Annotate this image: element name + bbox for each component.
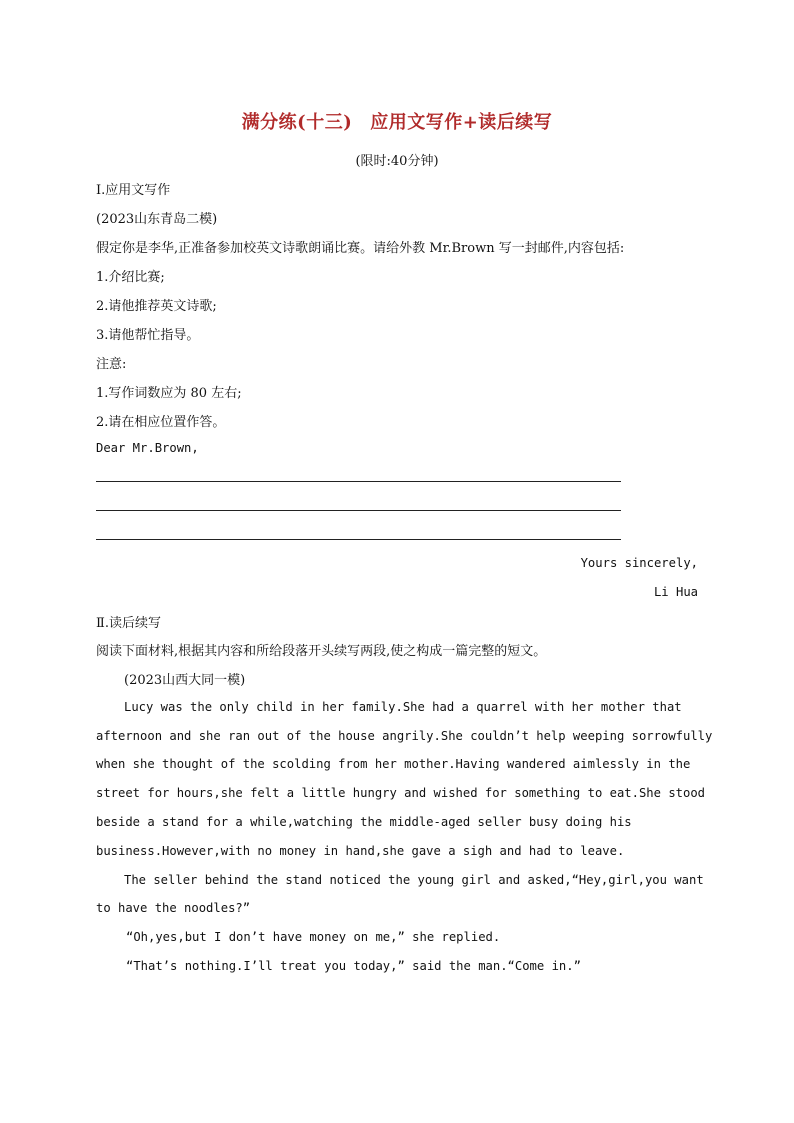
story-line: Lucy was the only child in her family.She had a quarrel with her mother that xyxy=(124,700,682,714)
section2-source: (2023山西大同一模) xyxy=(124,673,246,688)
answer-line[interactable] xyxy=(96,481,621,482)
section1-item-2: 2.请他推荐英文诗歌; xyxy=(96,299,217,314)
section1-prompt: 假定你是李华,正准备参加校英文诗歌朗诵比赛。请给外教 Mr.Brown 写一封邮件,内容包括: xyxy=(96,241,625,256)
title-right: 应用文写作+读后续写 xyxy=(370,112,553,133)
section1-item-1: 1.介绍比赛; xyxy=(96,270,165,285)
story-line: street for hours,she felt a little hungry and wished for something to eat.She stood xyxy=(96,786,706,800)
section1-item-3: 3.请他帮忙指导。 xyxy=(96,328,200,343)
letter-salutation: Dear Mr.Brown, xyxy=(96,441,199,455)
story-dialogue: “Oh,yes,but I don’t have money on me,” she replied. xyxy=(126,930,501,944)
section1-source: (2023山东青岛二模) xyxy=(96,212,218,227)
page-title xyxy=(0,108,794,134)
story-line: The seller behind the stand noticed the young girl and asked,“Hey,girl,you want xyxy=(124,873,704,887)
story-line: beside a stand for a while,watching the middle-aged seller busy doing his xyxy=(96,815,632,829)
section1-heading: Ⅰ.应用文写作 xyxy=(96,183,171,198)
notes-label: 注意: xyxy=(96,357,127,372)
letter-signature: Li Hua xyxy=(653,585,698,599)
story-line: when she thought of the scolding from her mother.Having wandered aimlessly in the xyxy=(96,757,691,771)
note-1: 1.写作词数应为 80 左右; xyxy=(96,386,242,401)
answer-line[interactable] xyxy=(96,539,621,540)
letter-closing: Yours sincerely, xyxy=(580,556,698,570)
story-line: to have the noodles?” xyxy=(96,901,251,915)
section2-heading: Ⅱ.读后续写 xyxy=(96,616,161,631)
story-line: afternoon and she ran out of the house angrily.She couldn’t help weeping sorrowfully xyxy=(96,729,713,743)
time-limit: (限时:40分钟) xyxy=(355,154,439,169)
note-2: 2.请在相应位置作答。 xyxy=(96,415,226,430)
story-dialogue: “That’s nothing.I’ll treat you today,” said the man.“Come in.” xyxy=(126,959,581,973)
title-left: 满分练(十三) xyxy=(241,112,353,133)
story-line: business.However,with no money in hand,she gave a sigh and had to leave. xyxy=(96,844,625,858)
answer-line[interactable] xyxy=(96,510,621,511)
section2-instruction: 阅读下面材料,根据其内容和所给段落开头续写两段,使之构成一篇完整的短文。 xyxy=(96,644,547,659)
